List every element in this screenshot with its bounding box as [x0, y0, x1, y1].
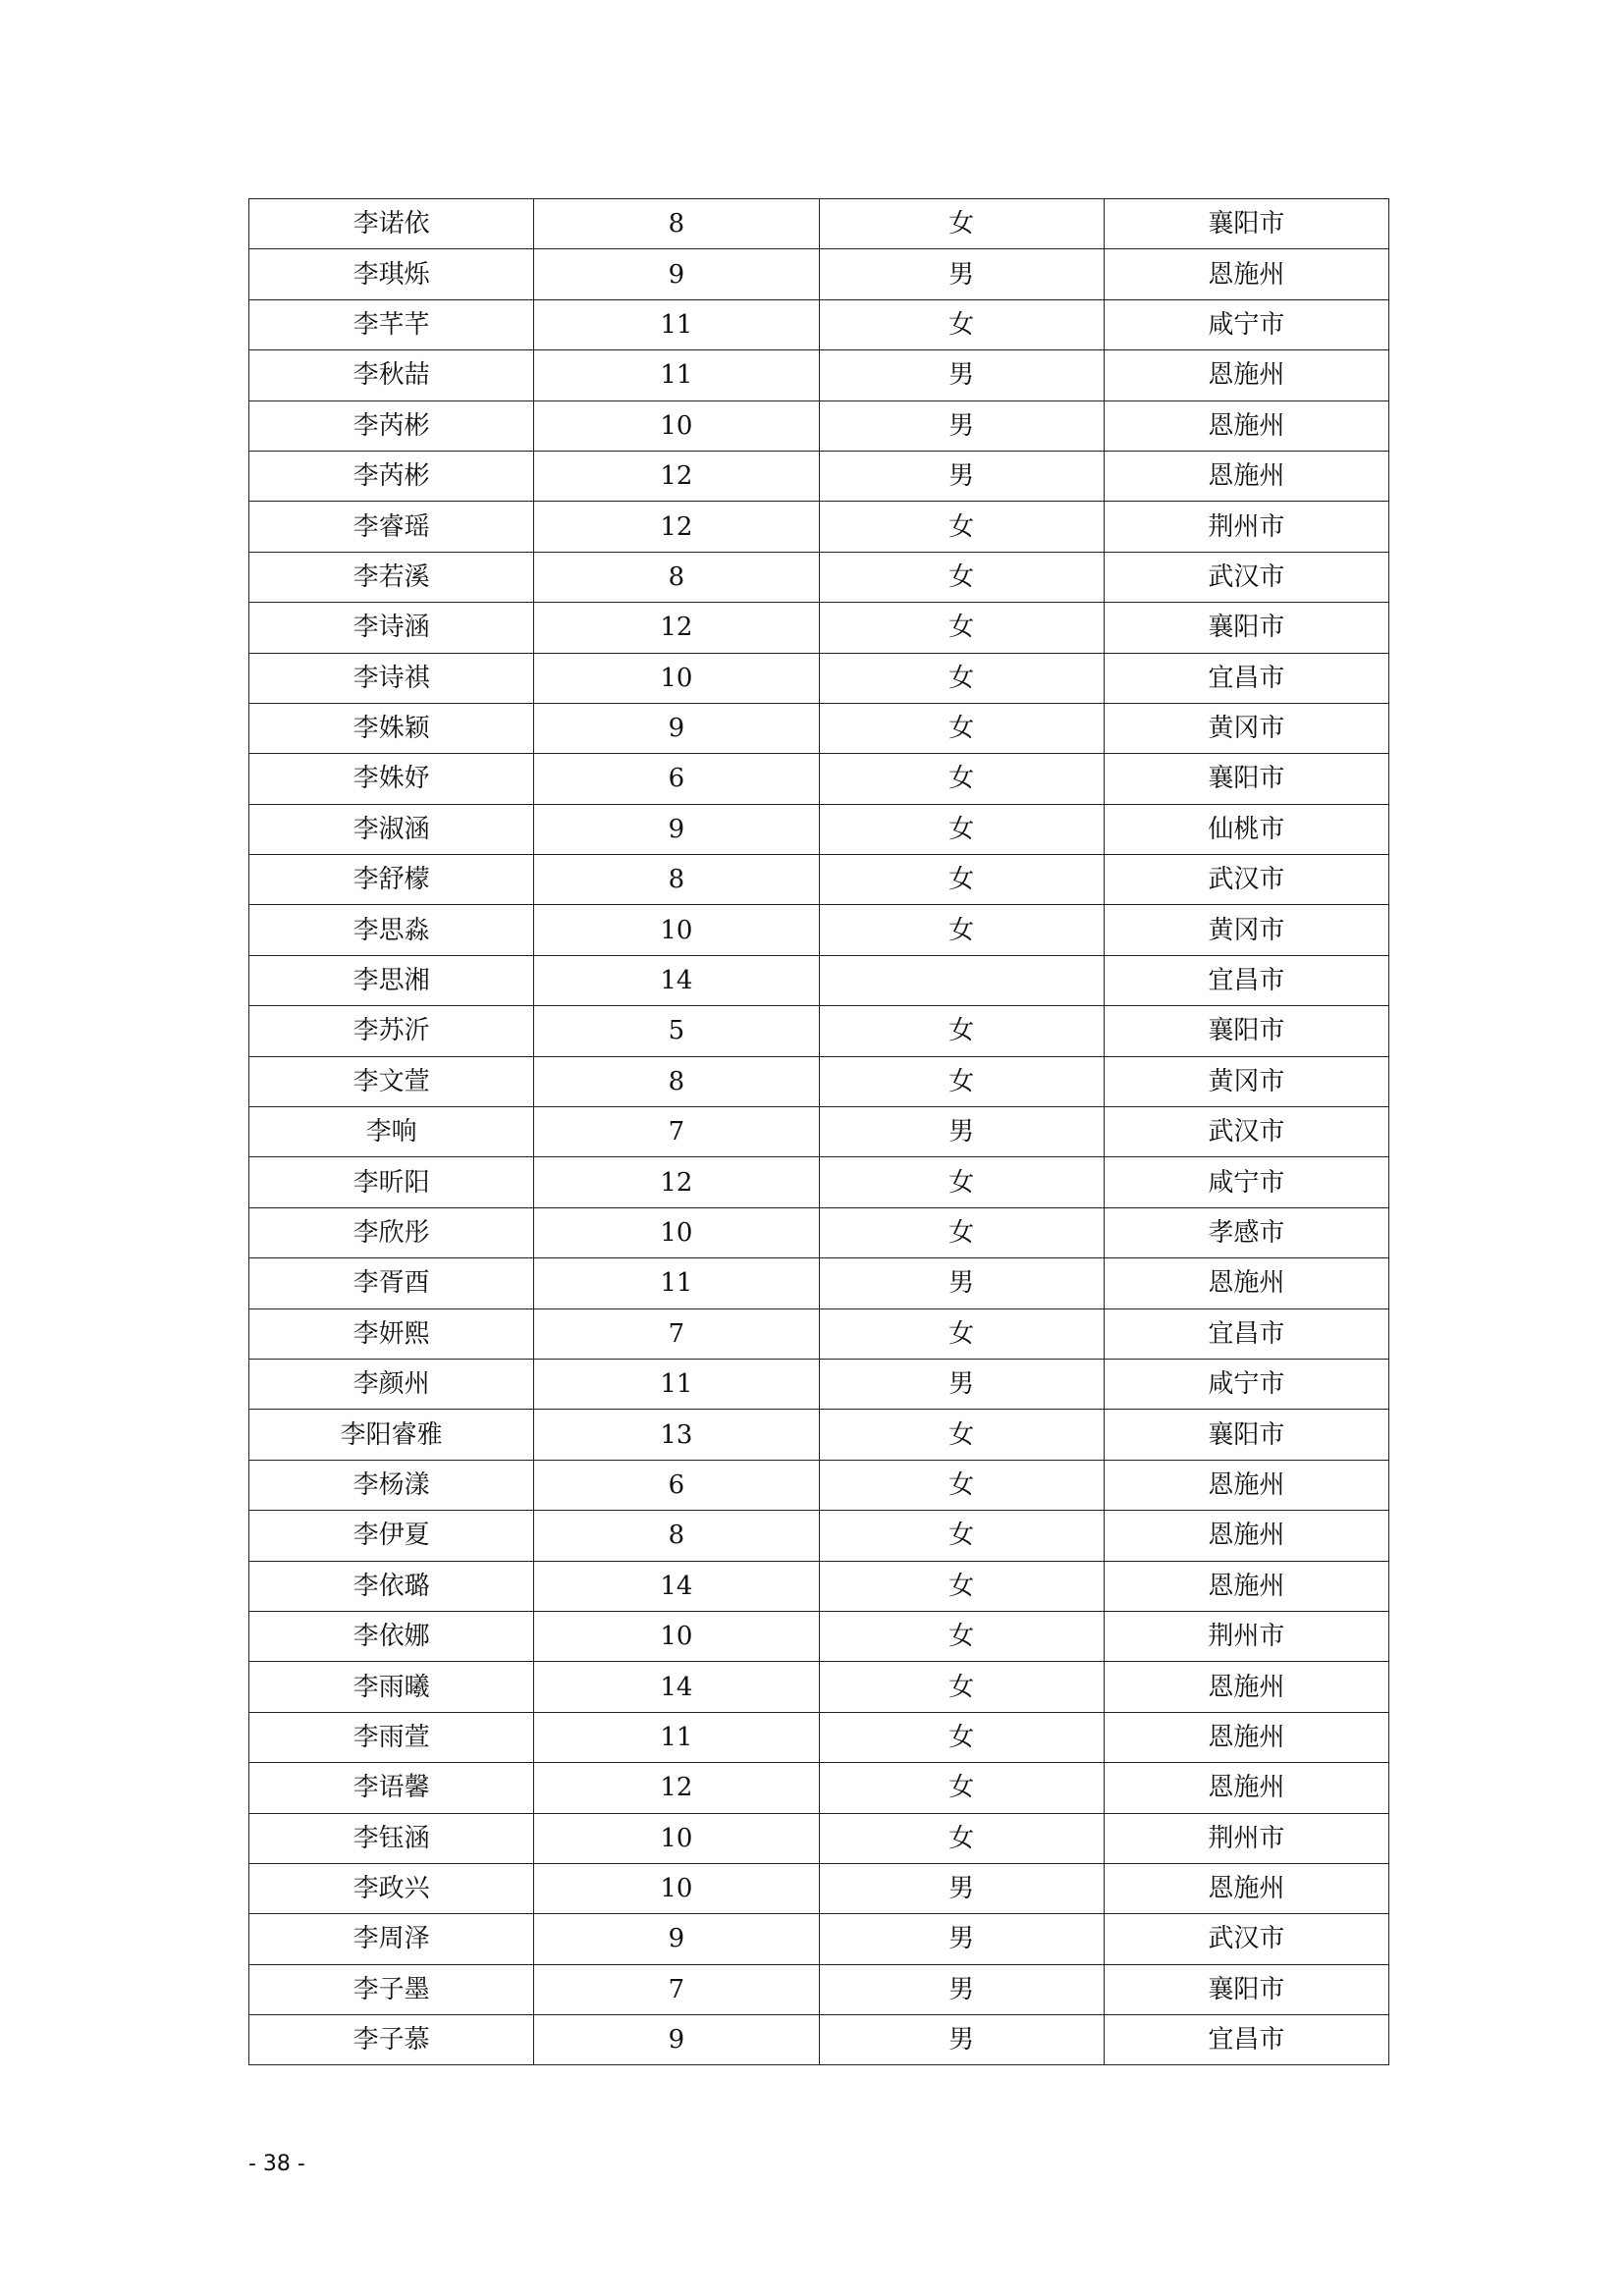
gender-cell: 女 [819, 1460, 1104, 1510]
gender-cell: 男 [819, 1863, 1104, 1913]
gender-cell: 女 [819, 653, 1104, 703]
name-cell: 李颜州 [249, 1359, 534, 1409]
name-cell: 李文萱 [249, 1056, 534, 1106]
table-row [249, 1157, 1389, 1207]
name-cell: 李诺依 [249, 199, 534, 249]
gender-cell: 女 [819, 502, 1104, 552]
city-cell: 恩施州 [1104, 1863, 1388, 1913]
table-row [249, 1561, 1389, 1611]
city-cell: 襄阳市 [1104, 1410, 1388, 1460]
gender-cell: 男 [819, 1258, 1104, 1308]
table-row [249, 1914, 1389, 1964]
age-cell: 14 [534, 1662, 819, 1712]
age-cell: 13 [534, 1410, 819, 1460]
age-cell: 11 [534, 1712, 819, 1762]
table-row [249, 350, 1389, 400]
age-cell: 10 [534, 400, 819, 451]
city-cell: 襄阳市 [1104, 199, 1388, 249]
name-cell: 李芊芊 [249, 299, 534, 349]
gender-cell: 女 [819, 299, 1104, 349]
table-row [249, 2015, 1389, 2065]
age-cell: 10 [534, 1863, 819, 1913]
name-cell: 李芮彬 [249, 400, 534, 451]
city-cell: 宜昌市 [1104, 653, 1388, 703]
table-row [249, 1308, 1389, 1359]
city-cell: 恩施州 [1104, 451, 1388, 501]
name-cell: 李昕阳 [249, 1157, 534, 1207]
age-cell: 10 [534, 1611, 819, 1661]
table-row [249, 653, 1389, 703]
age-cell: 11 [534, 299, 819, 349]
name-cell: 李政兴 [249, 1863, 534, 1913]
name-cell: 李依娜 [249, 1611, 534, 1661]
city-cell: 恩施州 [1104, 1712, 1388, 1762]
gender-cell: 男 [819, 1359, 1104, 1409]
age-cell: 11 [534, 350, 819, 400]
city-cell: 襄阳市 [1104, 603, 1388, 653]
age-cell: 9 [534, 1914, 819, 1964]
name-cell: 李杨漾 [249, 1460, 534, 1510]
city-cell: 宜昌市 [1104, 2015, 1388, 2065]
name-cell: 李琪烁 [249, 249, 534, 299]
age-cell: 12 [534, 502, 819, 552]
name-cell: 李响 [249, 1107, 534, 1157]
age-cell: 9 [534, 804, 819, 854]
gender-cell: 女 [819, 1410, 1104, 1460]
table-row [249, 1107, 1389, 1157]
age-cell: 8 [534, 855, 819, 905]
city-cell: 宜昌市 [1104, 1308, 1388, 1359]
name-cell: 李胥酉 [249, 1258, 534, 1308]
table-row [249, 1964, 1389, 2014]
name-cell: 李姝妤 [249, 754, 534, 804]
name-cell: 李苏沂 [249, 1006, 534, 1056]
gender-cell: 女 [819, 199, 1104, 249]
name-cell: 李姝颖 [249, 703, 534, 753]
table-row [249, 1712, 1389, 1762]
age-cell: 8 [534, 1056, 819, 1106]
gender-cell: 女 [819, 804, 1104, 854]
gender-cell: 男 [819, 451, 1104, 501]
city-cell: 黄冈市 [1104, 703, 1388, 753]
gender-cell: 女 [819, 703, 1104, 753]
age-cell: 11 [534, 1359, 819, 1409]
name-cell: 李妍熙 [249, 1308, 534, 1359]
gender-cell: 女 [819, 1813, 1104, 1863]
age-cell: 6 [534, 754, 819, 804]
city-cell: 襄阳市 [1104, 1006, 1388, 1056]
gender-cell: 女 [819, 905, 1104, 955]
table-row [249, 249, 1389, 299]
table-row [249, 855, 1389, 905]
city-cell: 宜昌市 [1104, 955, 1388, 1005]
gender-cell: 女 [819, 1157, 1104, 1207]
gender-cell: 男 [819, 350, 1104, 400]
name-cell: 李雨萱 [249, 1712, 534, 1762]
name-cell: 李阳睿雅 [249, 1410, 534, 1460]
table-row [249, 754, 1389, 804]
name-cell: 李欣彤 [249, 1207, 534, 1257]
city-cell: 咸宁市 [1104, 1359, 1388, 1409]
name-cell: 李子墨 [249, 1964, 534, 2014]
name-cell: 李钰涵 [249, 1813, 534, 1863]
city-cell: 荆州市 [1104, 1611, 1388, 1661]
name-cell: 李子慕 [249, 2015, 534, 2065]
table-row [249, 400, 1389, 451]
age-cell: 9 [534, 249, 819, 299]
data-table [248, 198, 1389, 2065]
gender-cell: 女 [819, 1511, 1104, 1561]
table-row [249, 451, 1389, 501]
table-row [249, 1258, 1389, 1308]
age-cell: 8 [534, 1511, 819, 1561]
gender-cell: 女 [819, 754, 1104, 804]
gender-cell: 女 [819, 855, 1104, 905]
city-cell: 黄冈市 [1104, 1056, 1388, 1106]
city-cell: 恩施州 [1104, 1561, 1388, 1611]
table-row [249, 703, 1389, 753]
name-cell: 李语馨 [249, 1763, 534, 1813]
city-cell: 恩施州 [1104, 1763, 1388, 1813]
gender-cell: 男 [819, 1914, 1104, 1964]
name-cell: 李依璐 [249, 1561, 534, 1611]
table-row [249, 1460, 1389, 1510]
city-cell: 武汉市 [1104, 855, 1388, 905]
age-cell: 7 [534, 1107, 819, 1157]
table-row [249, 1410, 1389, 1460]
table-row [249, 552, 1389, 602]
table-row [249, 299, 1389, 349]
city-cell: 孝感市 [1104, 1207, 1388, 1257]
table-row [249, 804, 1389, 854]
age-cell: 14 [534, 955, 819, 1005]
age-cell: 11 [534, 1258, 819, 1308]
table-row [249, 955, 1389, 1005]
gender-cell: 男 [819, 1107, 1104, 1157]
city-cell: 荆州市 [1104, 1813, 1388, 1863]
age-cell: 10 [534, 653, 819, 703]
age-cell: 9 [534, 2015, 819, 2065]
table-row [249, 1863, 1389, 1913]
city-cell: 咸宁市 [1104, 299, 1388, 349]
age-cell: 7 [534, 1308, 819, 1359]
table-body [249, 199, 1389, 2065]
name-cell: 李诗祺 [249, 653, 534, 703]
age-cell: 10 [534, 905, 819, 955]
age-cell: 12 [534, 1763, 819, 1813]
gender-cell: 女 [819, 1308, 1104, 1359]
gender-cell: 女 [819, 603, 1104, 653]
name-cell: 李舒檬 [249, 855, 534, 905]
city-cell: 恩施州 [1104, 350, 1388, 400]
city-cell: 恩施州 [1104, 249, 1388, 299]
table-row [249, 1359, 1389, 1409]
age-cell: 10 [534, 1813, 819, 1863]
name-cell: 李若溪 [249, 552, 534, 602]
name-cell: 李淑涵 [249, 804, 534, 854]
age-cell: 12 [534, 1157, 819, 1207]
name-cell: 李思淼 [249, 905, 534, 955]
city-cell: 恩施州 [1104, 1460, 1388, 1510]
age-cell: 7 [534, 1964, 819, 2014]
gender-cell: 男 [819, 2015, 1104, 2065]
name-cell: 李诗涵 [249, 603, 534, 653]
gender-cell: 女 [819, 1006, 1104, 1056]
table-row [249, 1056, 1389, 1106]
table-row [249, 1611, 1389, 1661]
city-cell: 襄阳市 [1104, 754, 1388, 804]
table-row [249, 1813, 1389, 1863]
age-cell: 8 [534, 552, 819, 602]
table-row [249, 1006, 1389, 1056]
gender-cell: 女 [819, 1662, 1104, 1712]
gender-cell: 男 [819, 400, 1104, 451]
name-cell: 李雨曦 [249, 1662, 534, 1712]
age-cell: 10 [534, 1207, 819, 1257]
age-cell: 6 [534, 1460, 819, 1510]
city-cell: 襄阳市 [1104, 1964, 1388, 2014]
gender-cell: 男 [819, 249, 1104, 299]
gender-cell: 女 [819, 1056, 1104, 1106]
age-cell: 12 [534, 451, 819, 501]
table-row [249, 199, 1389, 249]
gender-cell [819, 955, 1104, 1005]
table-row [249, 905, 1389, 955]
table-row [249, 1662, 1389, 1712]
city-cell: 恩施州 [1104, 400, 1388, 451]
page-number: - 38 - [248, 2152, 305, 2176]
name-cell: 李芮彬 [249, 451, 534, 501]
city-cell: 恩施州 [1104, 1511, 1388, 1561]
name-cell: 李伊夏 [249, 1511, 534, 1561]
name-cell: 李周泽 [249, 1914, 534, 1964]
gender-cell: 女 [819, 1763, 1104, 1813]
age-cell: 9 [534, 703, 819, 753]
gender-cell: 女 [819, 552, 1104, 602]
name-cell: 李思湘 [249, 955, 534, 1005]
city-cell: 黄冈市 [1104, 905, 1388, 955]
age-cell: 8 [534, 199, 819, 249]
table-row [249, 502, 1389, 552]
city-cell: 仙桃市 [1104, 804, 1388, 854]
age-cell: 5 [534, 1006, 819, 1056]
table-row [249, 603, 1389, 653]
city-cell: 咸宁市 [1104, 1157, 1388, 1207]
city-cell: 武汉市 [1104, 1107, 1388, 1157]
gender-cell: 女 [819, 1611, 1104, 1661]
gender-cell: 女 [819, 1561, 1104, 1611]
city-cell: 武汉市 [1104, 552, 1388, 602]
city-cell: 恩施州 [1104, 1662, 1388, 1712]
age-cell: 14 [534, 1561, 819, 1611]
age-cell: 12 [534, 603, 819, 653]
city-cell: 荆州市 [1104, 502, 1388, 552]
city-cell: 武汉市 [1104, 1914, 1388, 1964]
gender-cell: 女 [819, 1207, 1104, 1257]
gender-cell: 女 [819, 1712, 1104, 1762]
table-row [249, 1511, 1389, 1561]
name-cell: 李秋喆 [249, 350, 534, 400]
city-cell: 恩施州 [1104, 1258, 1388, 1308]
gender-cell: 男 [819, 1964, 1104, 2014]
table-row [249, 1207, 1389, 1257]
table-row [249, 1763, 1389, 1813]
name-cell: 李睿瑶 [249, 502, 534, 552]
